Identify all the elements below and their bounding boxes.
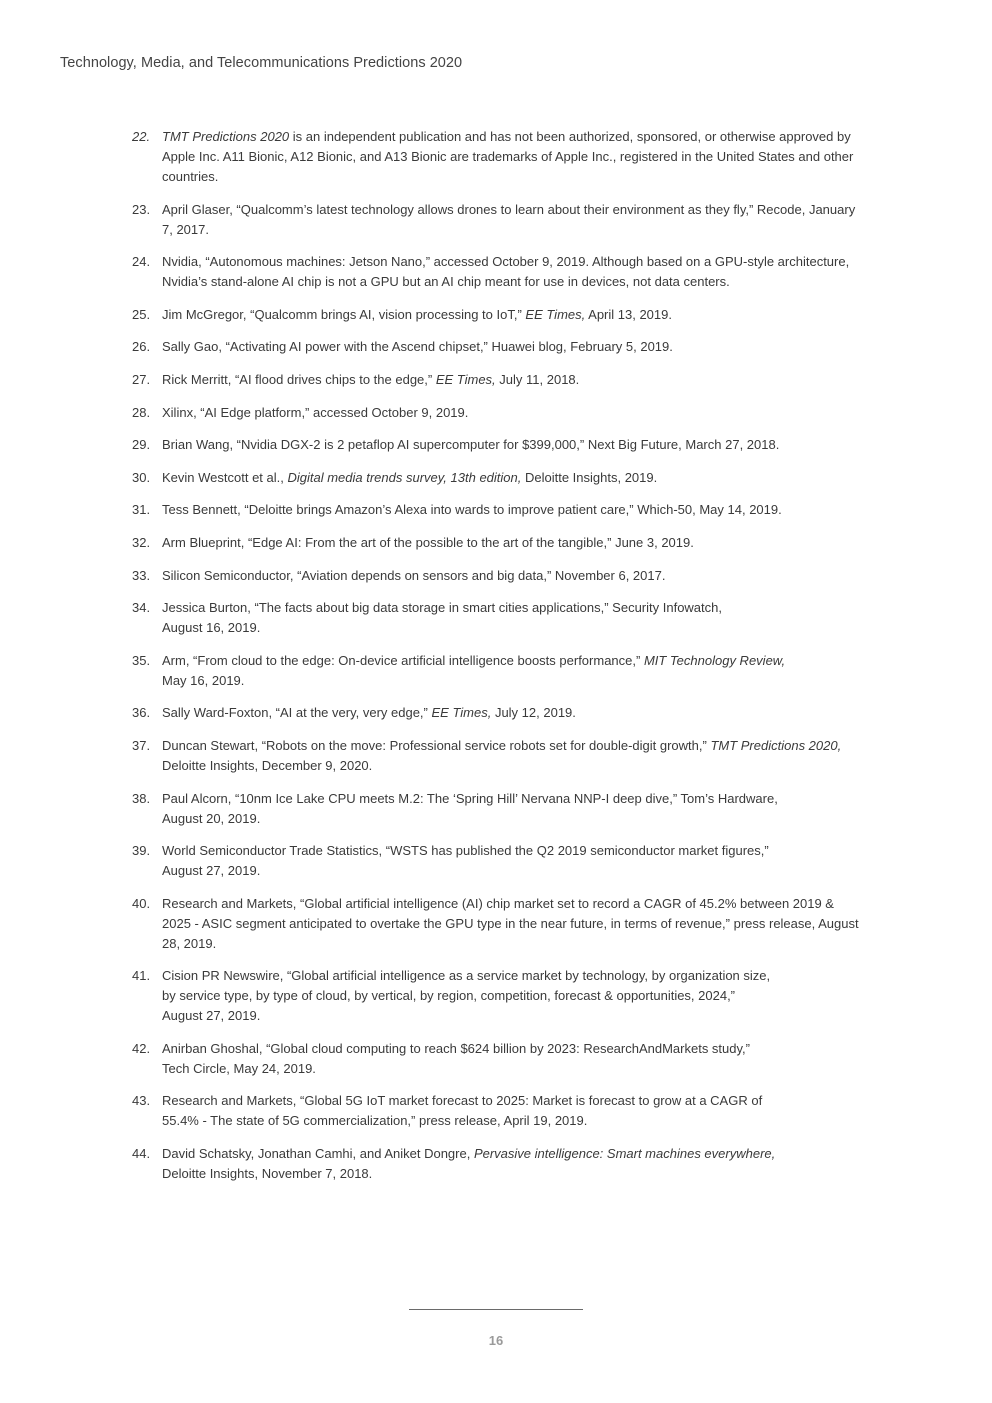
endnote-number: 38. xyxy=(132,790,151,806)
endnote-text-segment: David Schatsky, Jonathan Camhi, and Aniket Dongre, xyxy=(162,1146,474,1162)
endnote-text-segment: Nvidia, “Autonomous machines: Jetson Nano,” accessed October 9, 2019. Although based on a GPU-style architecture, Nvidia’s stand-alone AI chip is not a GPU but an AI chip meant for use in devices, not data centers. xyxy=(162,254,850,290)
endnote-text xyxy=(162,703,860,723)
endnote-text-segment: April 13, 2019. xyxy=(585,306,672,322)
endnote-item xyxy=(132,651,860,691)
endnote-italic-title: EE Times, xyxy=(431,705,492,721)
endnote-number: 36. xyxy=(132,705,151,721)
endnote-number: 32. xyxy=(132,534,151,550)
endnote-text-segment: World Semiconductor Trade Statistics, “WSTS has published the Q2 2019 semiconductor market figures,” xyxy=(162,843,769,859)
endnote-text xyxy=(162,127,860,187)
endnote-text-segment: Paul Alcorn, “10nm Ice Lake CPU meets M.2: The ‘Spring Hill’ Nervana NNP-I deep dive,” Tom’s Hardware, xyxy=(162,790,778,806)
endnote-text-segment: Anirban Ghoshal, “Global cloud computing to reach $624 billion by 2023: ResearchAndMarkets study,” xyxy=(162,1040,750,1056)
endnote-text xyxy=(162,370,860,390)
endnote-text-segment: is an independent publication and has not been authorized, sponsored, or otherwise approved by Apple Inc. A11 Bionic, A12 Bionic, and A13 Bionic are trademarks of Apple Inc., registered in the United States and other countries. xyxy=(162,129,854,184)
endnote-text xyxy=(162,1144,860,1184)
endnote-text-segment: Tess Bennett, “Deloitte brings Amazon’s Alexa into wards to improve patient care,” Which-50, May 14, 2019. xyxy=(162,502,782,518)
endnote-text-segment: Xilinx, “AI Edge platform,” accessed October 9, 2019. xyxy=(162,404,469,420)
endnote-number: 39. xyxy=(132,843,151,859)
endnote-text xyxy=(162,841,860,881)
endnote-item xyxy=(132,598,860,638)
endnote-number: 29. xyxy=(132,437,151,453)
endnote-number: 25. xyxy=(132,306,151,322)
endnote-text-segment: Kevin Westcott et al., xyxy=(162,469,288,485)
endnote-text-segment: Sally Ward-Foxton, “AI at the very, very edge,” xyxy=(162,705,432,721)
endnote-text xyxy=(162,200,860,240)
endnote-text-segment: Deloitte Insights, 2019. xyxy=(521,469,658,485)
endnote-item xyxy=(132,966,860,1026)
endnote-text xyxy=(162,736,860,776)
endnote-text-segment: August 20, 2019. xyxy=(162,810,261,826)
endnote-italic-title: Digital media trends survey, 13th edition, xyxy=(287,469,522,485)
endnote-italic-title: MIT Technology Review, xyxy=(643,652,786,668)
endnote-text-segment: 55.4% - The state of 5G commercialization,” press release, April 19, 2019. xyxy=(162,1113,588,1129)
endnote-text-segment: Research and Markets, “Global artificial intelligence (AI) chip market set to record a CAGR of 45.2% between 2019 & 2025 - ASIC segment anticipated to overtake the GPU type in the near future, in terms of revenue,” press release, August 28, 2019. xyxy=(162,895,859,951)
endnote-text-segment: Research and Markets, “Global 5G IoT market forecast to 2025: Market is forecast to grow at a CAGR of xyxy=(162,1093,763,1109)
endnote-item xyxy=(132,894,860,954)
endnote-text-segment: Tech Circle, May 24, 2019. xyxy=(162,1060,316,1076)
endnote-text-segment: Duncan Stewart, “Robots on the move: Professional service robots set for double-digit growth,” xyxy=(162,737,711,753)
endnote-item xyxy=(132,370,860,390)
endnote-number: 24. xyxy=(132,254,151,270)
page-header-title: Technology, Media, and Telecommunications Predictions 2020 xyxy=(60,55,463,71)
endnote-item xyxy=(132,337,860,357)
endnote-italic-title: TMT Predictions 2020, xyxy=(710,737,842,753)
endnote-text xyxy=(162,894,860,954)
endnote-text xyxy=(162,1091,860,1131)
endnote-item xyxy=(132,533,860,553)
endnote-italic-title: EE Times, xyxy=(525,306,586,322)
endnotes-list xyxy=(132,127,860,1197)
endnote-item xyxy=(132,200,860,240)
endnote-number: 41. xyxy=(132,968,151,984)
endnote-number: 33. xyxy=(132,567,151,583)
endnote-number: 34. xyxy=(132,600,151,616)
endnote-item xyxy=(132,305,860,325)
endnote-italic-title: TMT Predictions 2020 xyxy=(162,129,290,144)
endnote-text-segment: Arm, “From cloud to the edge: On-device artificial intelligence boosts performance,” xyxy=(162,652,644,668)
endnote-italic-title: EE Times, xyxy=(435,371,496,387)
endnote-text-segment: August 27, 2019. xyxy=(162,1008,261,1024)
endnote-text-segment: by service type, by type of cloud, by vertical, by region, competition, forecast & opportunities, 2024,” xyxy=(162,988,736,1004)
endnote-text-segment: May 16, 2019. xyxy=(162,672,245,688)
endnote-item xyxy=(132,1091,860,1131)
endnote-number: 30. xyxy=(132,469,151,485)
endnote-text xyxy=(162,966,860,1026)
endnote-text xyxy=(162,1039,860,1079)
endnote-text-segment: Sally Gao, “Activating AI power with the Ascend chipset,” Huawei blog, February 5, 2019. xyxy=(162,339,673,355)
page-number: 16 xyxy=(488,1333,504,1348)
endnote-item xyxy=(132,1144,860,1184)
endnote-number: 27. xyxy=(132,371,151,387)
endnote-number: 40. xyxy=(132,895,151,911)
endnote-text xyxy=(162,789,860,829)
endnote-text xyxy=(162,651,860,691)
endnote-text xyxy=(162,305,860,325)
endnote-item xyxy=(132,703,860,723)
endnote-text xyxy=(162,468,860,488)
endnote-item xyxy=(132,841,860,881)
endnote-text xyxy=(162,598,860,638)
endnote-text-segment: Jessica Burton, “The facts about big data storage in smart cities applications,” Security Infowatch, xyxy=(162,600,722,616)
endnote-text-segment: Jim McGregor, “Qualcomm brings AI, vision processing to IoT,” xyxy=(162,306,526,322)
endnote-item xyxy=(132,1039,860,1079)
endnote-text xyxy=(162,403,860,423)
endnote-item xyxy=(132,736,860,776)
endnote-text-segment: Arm Blueprint, “Edge AI: From the art of the possible to the art of the tangible,” June 3, 2019. xyxy=(162,534,694,550)
endnote-text xyxy=(162,500,860,520)
endnote-text-segment: Brian Wang, “Nvidia DGX-2 is 2 petaflop AI supercomputer for $399,000,” Next Big Future, March 27, 2018. xyxy=(162,437,780,453)
endnote-item xyxy=(132,252,860,292)
endnote-item xyxy=(132,403,860,423)
endnote-number: 31. xyxy=(132,502,151,518)
endnote-text xyxy=(162,435,860,455)
endnote-text-segment: July 12, 2019. xyxy=(491,705,576,721)
endnote-number: 23. xyxy=(132,201,151,217)
endnote-text-segment: April Glaser, “Qualcomm’s latest technology allows drones to learn about their environment as they fly,” Recode, January 7, 2017. xyxy=(162,201,856,237)
endnote-text xyxy=(162,337,860,357)
endnote-number: 44. xyxy=(132,1146,151,1162)
endnote-text-segment: Silicon Semiconductor, “Aviation depends on sensors and big data,” November 6, 2017. xyxy=(162,567,666,583)
endnote-item xyxy=(132,435,860,455)
endnote-text-segment: Deloitte Insights, November 7, 2018. xyxy=(162,1166,373,1182)
endnote-italic-title: Pervasive intelligence: Smart machines everywhere, xyxy=(473,1146,776,1162)
endnote-number: 42. xyxy=(132,1040,151,1056)
endnote-text xyxy=(162,566,860,586)
endnote-text-segment: July 11, 2018. xyxy=(495,371,580,387)
endnote-number: 26. xyxy=(132,339,151,355)
endnote-text xyxy=(162,252,860,292)
endnote-text-segment: August 27, 2019. xyxy=(162,863,261,879)
endnote-text-segment: August 16, 2019. xyxy=(162,620,261,636)
endnote-text-segment: Rick Merritt, “AI flood drives chips to the edge,” xyxy=(162,371,436,387)
endnote-number: 22. xyxy=(132,129,151,144)
endnote-item xyxy=(132,468,860,488)
endnote-number: 43. xyxy=(132,1093,151,1109)
endnote-text-segment: Deloitte Insights, December 9, 2020. xyxy=(162,757,373,773)
endnote-number: 35. xyxy=(132,652,151,668)
endnote-number: 37. xyxy=(132,737,151,753)
endnote-item xyxy=(132,127,860,187)
endnote-item xyxy=(132,500,860,520)
endnote-text xyxy=(162,533,860,553)
endnote-item xyxy=(132,566,860,586)
footer-divider xyxy=(409,1309,583,1310)
endnote-item xyxy=(132,789,860,829)
endnote-number: 28. xyxy=(132,404,151,420)
endnote-text-segment: Cision PR Newswire, “Global artificial intelligence as a service market by technology, by organization size, xyxy=(162,968,771,984)
